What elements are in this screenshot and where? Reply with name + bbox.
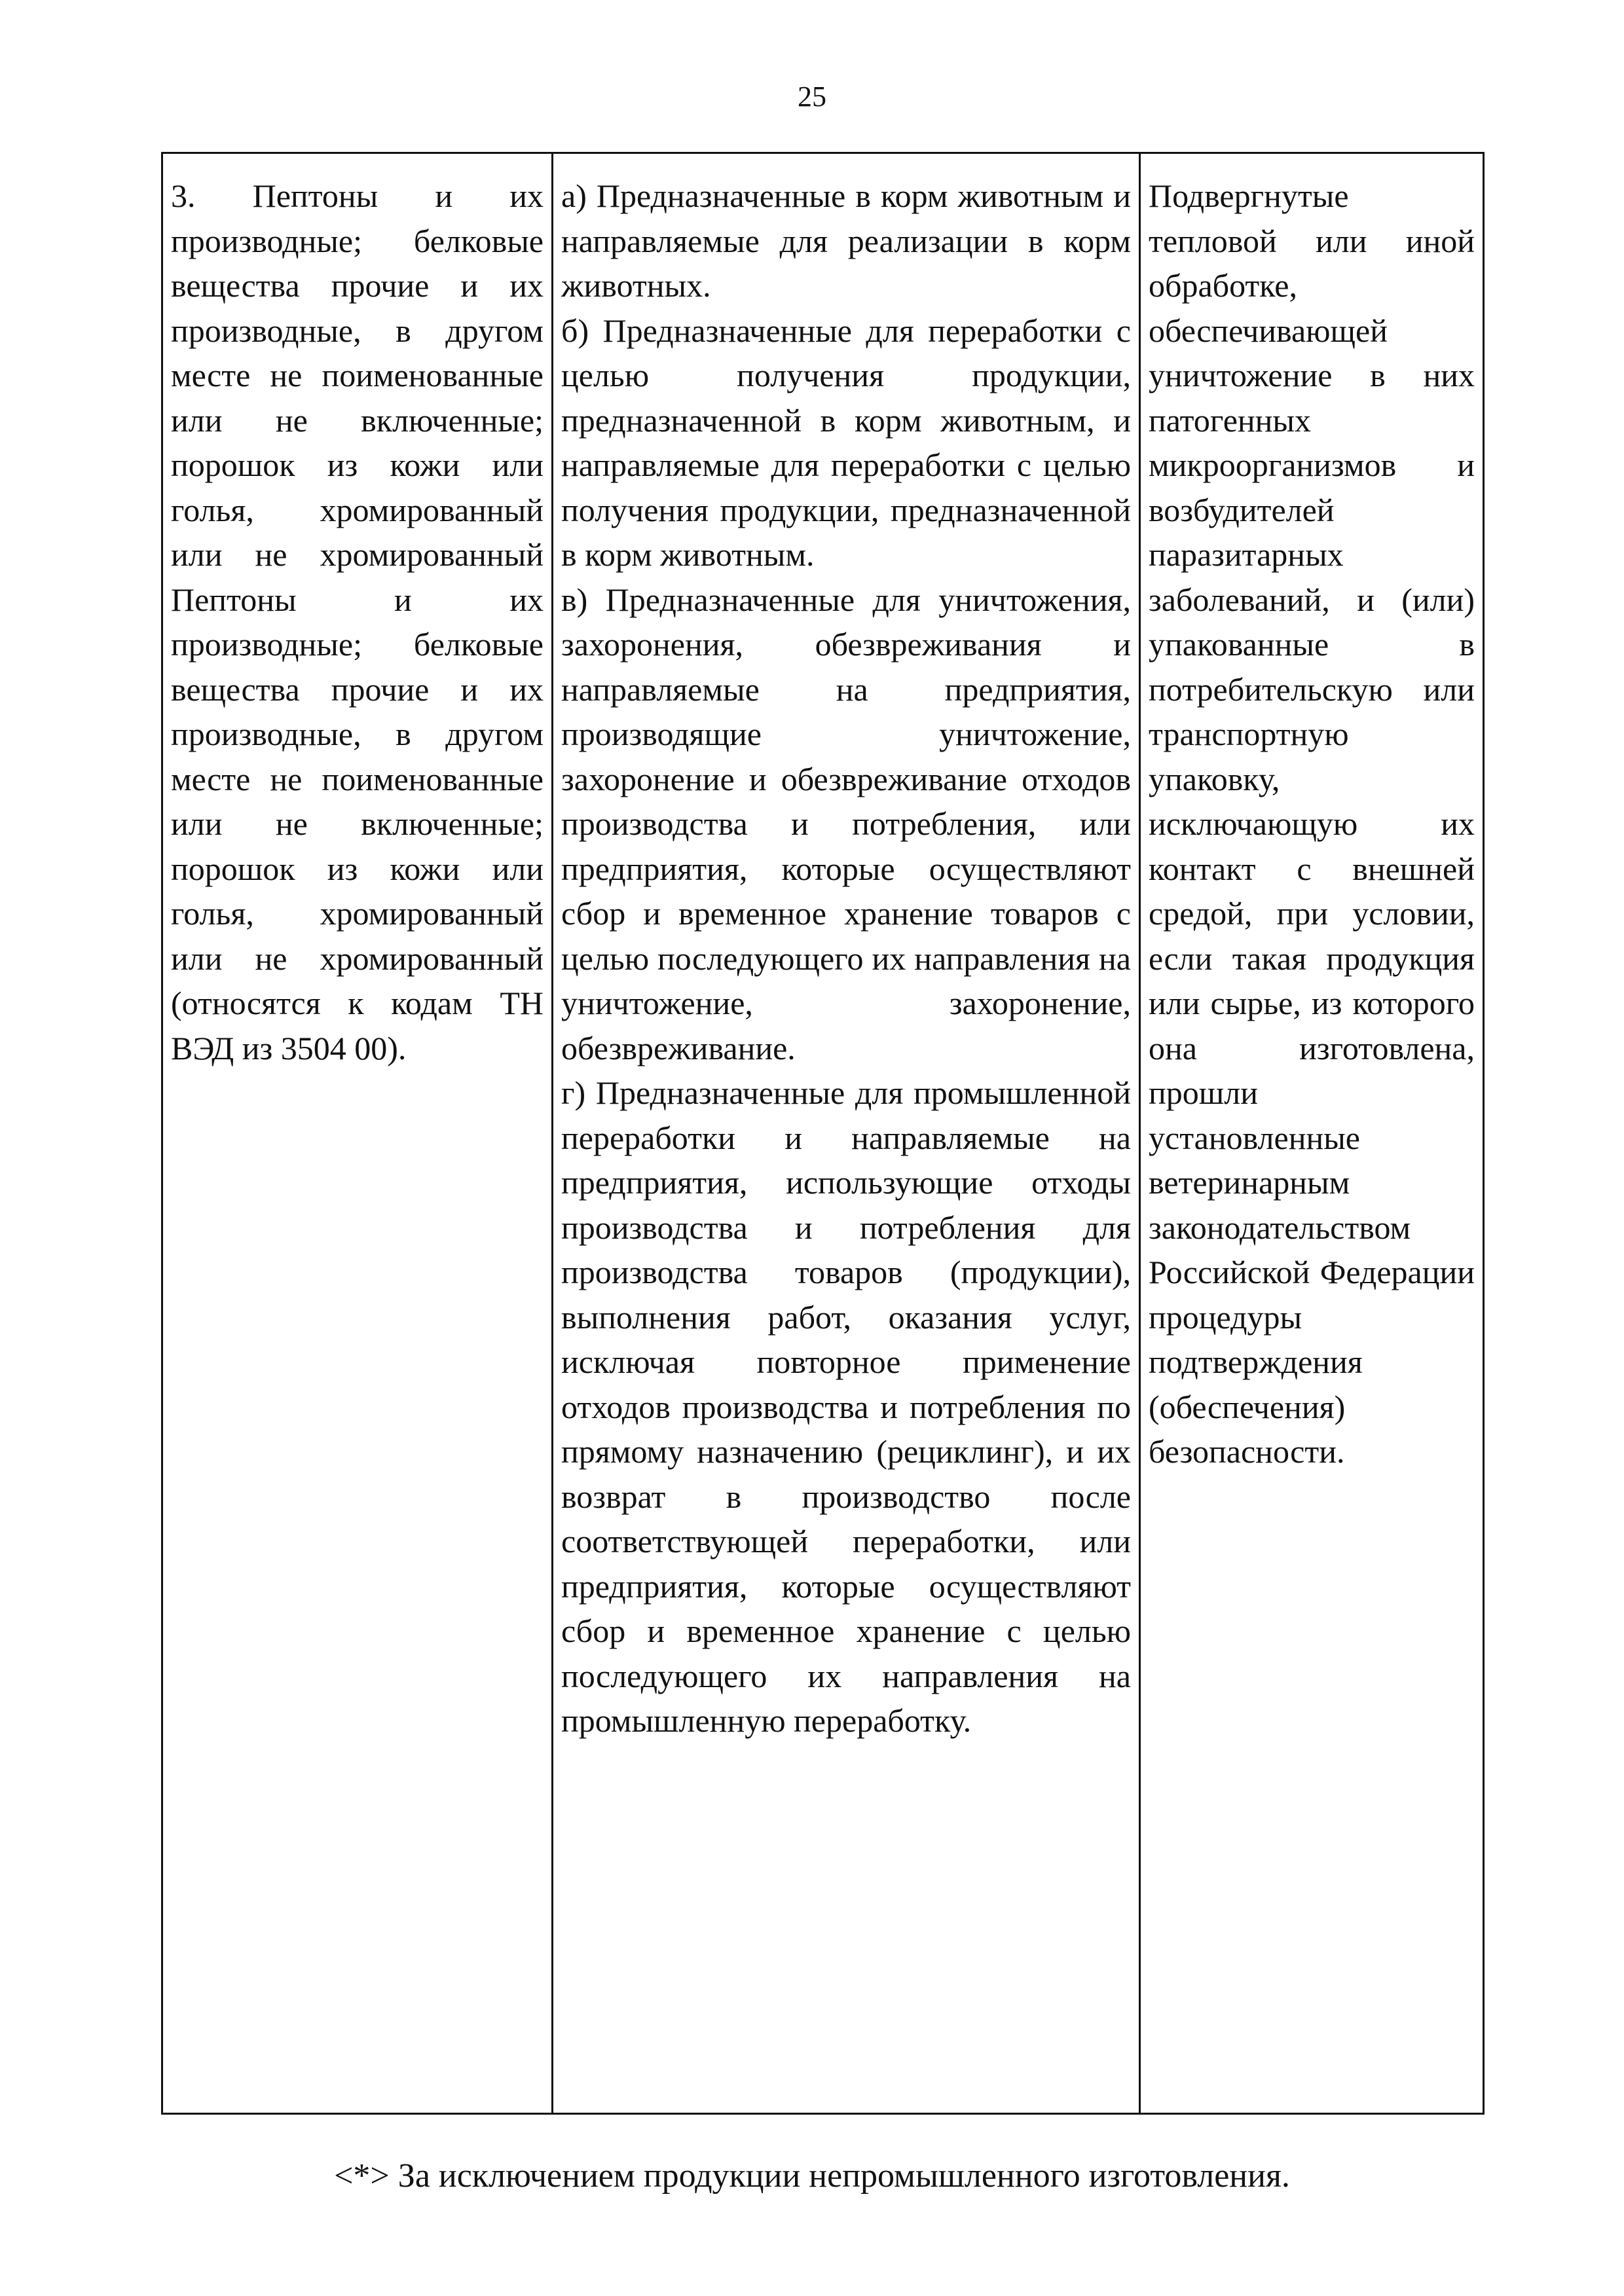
condition-text: Подвергнутые тепловой или иной обработке, обеспечивающей уничтожение в них патогенных микроорганизмов и возбудителей паразитарных заболеваний, и (или) упакованные в потребительскую или транспортную упаковку, исключающую их контакт с внешней средой, при условии, если такая продукция или сырье, из которого она изготовлена, прошли установленные ветеринарным законодательством Российской Федерации процедуры подтверждения (обеспечения) безопасности. (1149, 177, 1475, 1470)
purpose-item-a: а) Предназначенные в корм животным и направляемые для реализации в корм животных. (561, 177, 1131, 304)
condition-cell (1140, 153, 1484, 2114)
purpose-item-g: г) Предназначенные для промышленной переработки и направляемые на предприятия, использующие отходы производства и потребления для производства товаров (продукции), выполнения работ, оказания услуг, исключая повторное применение отходов производства и потребления по прямому назначению (рециклинг), и их возврат в производство после соответствующей переработки, или предприятия, которые осуществляют сбор и временное хранение с целью последующего их направления на промышленную переработку. (561, 1074, 1131, 1739)
regulation-table (161, 152, 1485, 2115)
page-number: 25 (798, 81, 826, 113)
product-description-cell (162, 153, 553, 2114)
table-row (162, 153, 1484, 2114)
purpose-item-v: в) Предназначенные для уничтожения, захоронения, обезвреживания и направляемые на предприятия, производящие уничтожение, захоронение и обезвреживание отходов производства и потребления, или предприятия, которые осуществляют сбор и временное хранение товаров с целью последующего их направления на уничтожение, захоронение, обезвреживание. (561, 581, 1131, 1066)
purpose-item-b: б) Предназначенные для переработки с целью получения продукции, предназначенной в корм животным, и направляемые для переработки с целью получения продукции, предназначенной в корм животным. (561, 312, 1131, 573)
product-description-text: 3. Пептоны и их производные; белковые вещества прочие и их производные, в другом месте не поименованные или не включенные; порошок из кожи или голья, хромированный или не хромированный Пептоны и их производные; белковые вещества прочие и их производные, в другом месте не поименованные или не включенные; порошок из кожи или голья, хромированный или не хромированный (относятся к кодам ТН ВЭД из 3504 00). (171, 177, 544, 1066)
footnote: <*> За исключением продукции непромышленного изготовления. (334, 2157, 1290, 2195)
purpose-cell (553, 153, 1140, 2114)
